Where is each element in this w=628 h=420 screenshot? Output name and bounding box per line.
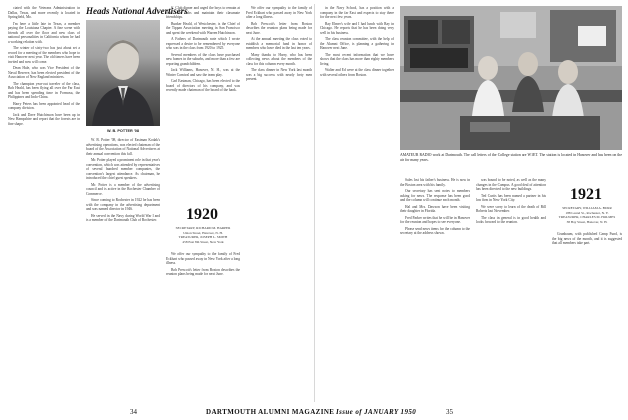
column-paragraph: Sales lost his father's business. He is now in the Boston area with his family. <box>400 178 470 187</box>
secretary-name: SECRETARY, RICHARD M. HARPER <box>175 226 231 230</box>
column-paragraph: At the annual meeting the class voted to establish a memorial fund in honor of members who have died in the last ten years. <box>246 37 312 50</box>
column-paragraph: A Fathers of Dartmouth note which I wrote expressed a desire to be remembered by everyone who was in the class from 1920 to 1925. <box>166 37 240 50</box>
column-paragraph: Walter and Ed were at the class dinner together with several others from Boston. <box>320 68 394 77</box>
portrait-photo <box>86 20 160 126</box>
right-column-1 <box>320 6 394 404</box>
column-paragraph: We offer our sympathy to the family of Fred Eckhart who passed away in New York after a long illness. <box>166 252 240 265</box>
class-year-1920: 1920 <box>186 206 218 223</box>
column-paragraph: Harry Peters has been appointed head of the company division. <box>8 101 80 110</box>
left-column-4 <box>246 6 312 404</box>
section-title: Heads National Advertisers <box>86 6 188 16</box>
left-column-1 <box>8 6 80 404</box>
column-paragraph: Fred Parker writes that he will be in Hanover for the reunion and hopes to see everyone. <box>400 215 470 224</box>
column-paragraph: I'm here a little late in Texas, a member paying the Louisiana Chapter. A fine scene with friends all over the floor and new class of national personalities in California whom he had a working relation with. <box>8 21 80 44</box>
column-paragraph: Bob Prescott's letter from Boston describes the reunion plans being made for next June. <box>166 267 240 276</box>
column-paragraph: was bound to be noted, as well as the many changes in the Campus. A good deal of attention has been directed to the new buildings. <box>476 178 546 191</box>
secretary-name-1921: SECRETARY, WILLIAM A. BURR <box>562 206 612 210</box>
column-paragraph: C. Club dinner and urged the boys to remain at their own clubs and maintain their classmate friendships. <box>166 6 240 19</box>
radio-photo-caption: AMATEUR RADIO work at Dartmouth. The call letters of the College station are W1ET. The station is located in Hanover and has been on the air for many years. <box>400 153 622 162</box>
column-paragraph: Jack Williams, Hanover, N. H., was at the Winter Carnival and saw the team play. <box>166 68 240 77</box>
class-secretary-1921 <box>552 206 622 230</box>
column-paragraph: Carl Eastman, Chicago, has been elected to the board of directors of his company, and was recently made chairman of the board of the bank. <box>166 79 240 92</box>
right-issue-date: Issue of JANUARY 1950 <box>336 408 417 416</box>
column-paragraph: Hal and Mrs. Dawson have been visiting their daughter in Florida. <box>400 204 470 213</box>
column-paragraph: Many thanks to Harry, who has been collecting news about the members of the class for this column every month. <box>246 52 312 66</box>
radio-station-scene <box>400 6 622 150</box>
left-page-number: 34 <box>130 408 137 416</box>
page-gutter <box>314 4 315 402</box>
portrait-figure <box>86 20 160 126</box>
column-paragraph: We were sorry to learn of the death of Bill Roberts last November. <box>476 204 546 213</box>
column-paragraph: We offer our sympathy to the family of Fred Eckhart who passed away in New York after a long illness. <box>246 6 312 19</box>
secretary-address: Union Street, Hanover, N. H. <box>183 230 223 235</box>
column-paragraph: Our secretary has sent notes to members asking for news. The response has been good and the column will continue each month. <box>400 189 470 202</box>
radio-station-photo <box>400 6 622 150</box>
column-paragraph: The class reunion committee, with the help of the Alumni Office, is planning a gathering in Hanover next June. <box>320 37 394 50</box>
column-paragraph: Mr. Potter played a prominent role in that year's convention, which was attended by representatives of several hundred member companies, the convention's largest attendance. As chairman, he introduced the chief guest speakers. <box>86 158 160 180</box>
portrait-caption: W. B. POTTER '08 <box>107 129 139 133</box>
treasurer-address: 458 East 8th Street, New York <box>182 239 224 244</box>
class-year-1921: 1921 <box>570 186 602 203</box>
column-paragraph: Grunbaum, with published Camp Fund, is the big news of the month, and it is suggested that all members take part. <box>552 232 622 245</box>
column-paragraph: The class dinner in New York last month was a big success with nearly forty men present. <box>246 68 312 81</box>
right-column-3 <box>476 178 546 404</box>
column-paragraph: The class in general is in good health and looks forward to the reunion. <box>476 215 546 224</box>
column-paragraph: The most recent information that we have shows that the class has more than eighty members living. <box>320 52 394 66</box>
column-paragraph: Ted Curtis has been named a partner in his law firm in New York City. <box>476 193 546 202</box>
column-paragraph: He served in the Navy during World War I and is a member of the Dartmouth Club of Rochester. <box>86 213 160 222</box>
right-column-2 <box>400 178 470 404</box>
class-secretary-1920 <box>166 226 240 250</box>
column-paragraph: Ray Elmer's wife and I had lunch with Ray in Chicago. He reports that he has been doing very well in his business. <box>320 21 394 35</box>
column-paragraph: W. B. Potter '08, director of Eastman Kodak's advertising operations, was elected chairman of the board of the Association of National Advertisers at their annual convention this fall. <box>86 138 160 156</box>
column-paragraph: Jack and Dave Hutchinson have been up in New Hampshire and report that the forests are in fine shape. <box>8 112 80 126</box>
left-column-3 <box>166 6 240 202</box>
column-paragraph: Bob Prescott's letter from Boston describes the reunion plans being made for next June. <box>246 21 312 35</box>
column-paragraph: Several members of the class have purchased new homes in the suburbs, and more than a few are reporting grandchildren. <box>166 52 240 66</box>
treasurer-address-1921: 38 Bay Street, Hanover, N. H. <box>566 219 608 224</box>
column-paragraph: Mr. Potter is a member of the advertising council and is active in the Rochester Chamber of Commerce. <box>86 182 160 196</box>
secretary-address-1921: 188 Laurel St., Rochester, N. Y. <box>565 210 609 215</box>
column-paragraph: Dean Hale, who was Vice President of the Naval Reserve, has been elected president of the Association of New England ministers. <box>8 66 80 79</box>
left-column-2 <box>86 138 160 404</box>
column-paragraph: Since coming to Rochester in 1922 he has been with the company in the advertising department and was named director in 1946. <box>86 198 160 211</box>
treasurer-name: TREASURER, JOSEPH L. SMITH <box>178 235 228 239</box>
right-column-4 <box>552 232 622 404</box>
column-paragraph: The winter of sixty-two has just about set a record for a meeting of the members who hope to visit Hanover next year. The old timers have been invited and now will come. <box>8 46 80 64</box>
column-paragraph: The champion year-out traveler of the class, Bob Heald, has been flying all over the Far East and has been spending time in Formosa, the Philippines and Indo-China. <box>8 81 80 99</box>
column-paragraph: in the Navy School, has a position with a company in the far East and expects to stay there for the next few years. <box>320 6 394 19</box>
left-magazine-title: DARTMOUTH ALUMNI MAGAZINE <box>206 408 335 416</box>
right-page-number: 35 <box>446 408 453 416</box>
column-paragraph: Please send news items for the column to the secretary at the address shown. <box>400 226 470 235</box>
left-column-3b <box>166 252 240 404</box>
treasurer-name-1921: TREASURER, CHARLES M. HOLMES <box>558 215 616 219</box>
column-paragraph: ciated with the Veterans Administration in Dallas, Texas, and more recently is located in Springfield, Mo. <box>8 6 80 19</box>
column-paragraph: Bunker Heald, of Westchester, is the Chief of the Tippan Association meeting in San Francisco and spent the weekend with Warren Hutchinson. <box>166 21 240 35</box>
